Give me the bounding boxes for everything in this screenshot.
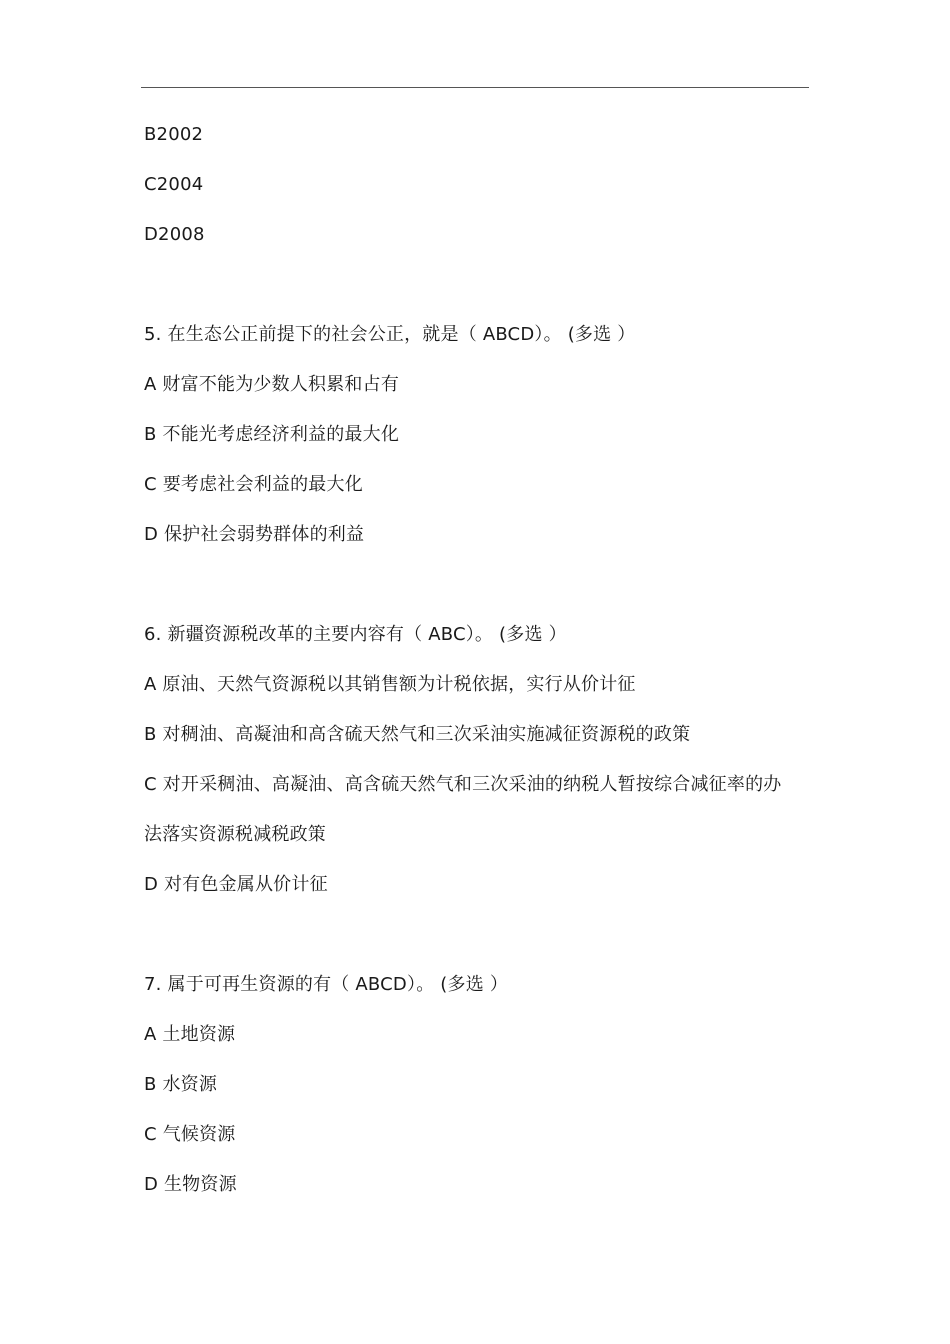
- spacer: [144, 560, 814, 610]
- q6-option-a: A 原油、天然气资源税以其销售额为计税依据，实行从价计征: [144, 674, 636, 695]
- q7-stem: 7. 属于可再生资源的有（ ABCD）。 (多选 ）: [144, 974, 509, 995]
- q5-option-c: C 要考虑社会利益的最大化: [144, 474, 363, 495]
- spacer: [144, 910, 814, 960]
- q5-option-d: D 保护社会弱势群体的利益: [144, 524, 365, 545]
- q4-option-b: B2002: [144, 124, 204, 145]
- q7-option-a: A 土地资源: [144, 1024, 236, 1045]
- spacer: [144, 260, 814, 310]
- q7-option-d: D 生物资源: [144, 1174, 237, 1195]
- q6-option-d: D 对有色金属从价计征: [144, 874, 328, 895]
- q7-option-b: B 水资源: [144, 1074, 218, 1095]
- q4-option-d: D2008: [144, 224, 205, 245]
- q4-option-c: C2004: [144, 174, 204, 195]
- q6-option-c: C 对开采稠油、高凝油、高含硫天然气和三次采油的纳税人暂按综合减征率的办: [144, 774, 782, 795]
- header-rule: [141, 87, 809, 88]
- q7-option-c: C 气候资源: [144, 1124, 236, 1145]
- q6-option-c-continued: 法落实资源税减税政策: [144, 824, 326, 845]
- q5-option-b: B 不能光考虑经济利益的最大化: [144, 424, 400, 445]
- document-body: [144, 110, 814, 1210]
- q6-stem: 6. 新疆资源税改革的主要内容有（ ABC）。 (多选 ）: [144, 624, 567, 645]
- q6-option-b: B 对稠油、高凝油和高含硫天然气和三次采油实施减征资源税的政策: [144, 724, 691, 745]
- q5-option-a: A 财富不能为少数人积累和占有: [144, 374, 400, 395]
- q5-stem: 5. 在生态公正前提下的社会公正，就是（ ABCD）。 (多选 ）: [144, 324, 636, 345]
